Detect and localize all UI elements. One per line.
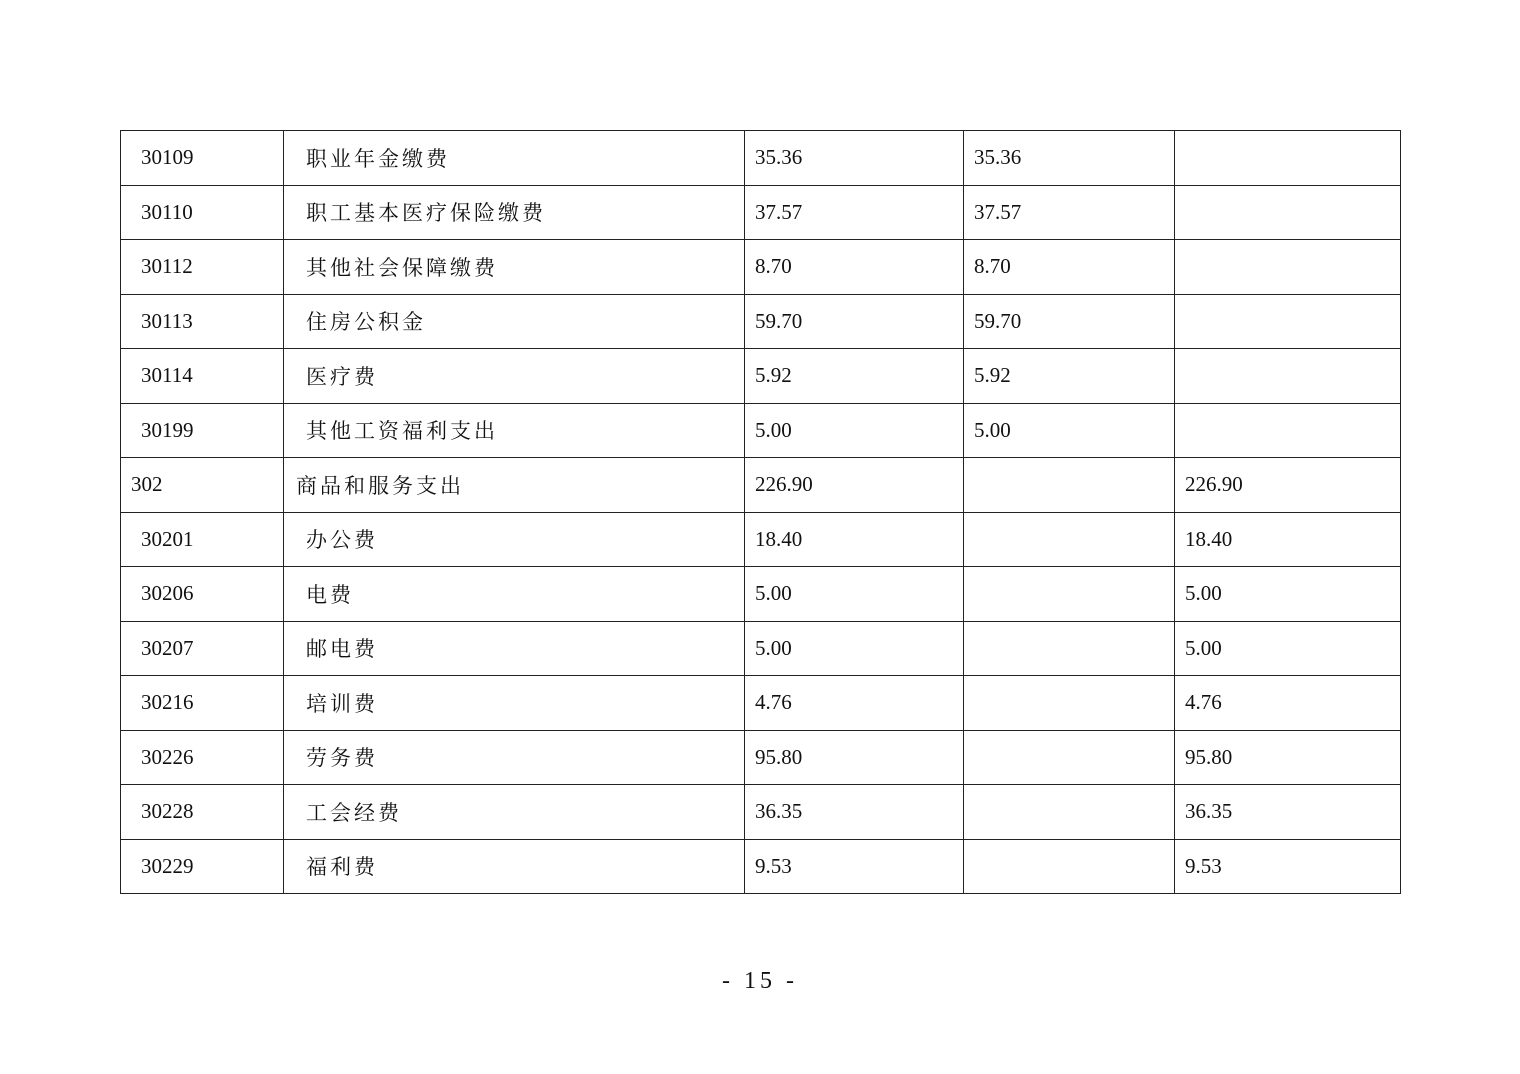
table-row (121, 349, 1401, 404)
cell-code: 30113 (121, 294, 284, 349)
cell-total: 37.57 (745, 185, 964, 240)
cell-basic (964, 676, 1175, 731)
cell-code: 30114 (121, 349, 284, 404)
cell-project (1175, 131, 1401, 186)
cell-basic: 5.00 (964, 403, 1175, 458)
cell-total: 4.76 (745, 676, 964, 731)
cell-code: 302 (121, 458, 284, 513)
cell-total: 5.00 (745, 621, 964, 676)
cell-name: 电费 (284, 567, 745, 622)
cell-total: 36.35 (745, 785, 964, 840)
cell-total: 18.40 (745, 512, 964, 567)
cell-basic: 35.36 (964, 131, 1175, 186)
cell-total: 5.00 (745, 403, 964, 458)
cell-total: 226.90 (745, 458, 964, 513)
table-row (121, 621, 1401, 676)
table-row (121, 512, 1401, 567)
cell-basic (964, 458, 1175, 513)
table-row (121, 676, 1401, 731)
cell-project: 9.53 (1175, 839, 1401, 894)
cell-project: 5.00 (1175, 621, 1401, 676)
cell-code: 30226 (121, 730, 284, 785)
table-row (121, 131, 1401, 186)
cell-project: 5.00 (1175, 567, 1401, 622)
cell-name: 培训费 (284, 676, 745, 731)
cell-code: 30229 (121, 839, 284, 894)
cell-name: 医疗费 (284, 349, 745, 404)
cell-total: 59.70 (745, 294, 964, 349)
cell-name: 福利费 (284, 839, 745, 894)
cell-total: 8.70 (745, 240, 964, 295)
cell-basic: 5.92 (964, 349, 1175, 404)
cell-basic: 8.70 (964, 240, 1175, 295)
page-number: - 15 - (722, 968, 798, 994)
cell-project (1175, 294, 1401, 349)
cell-name: 邮电费 (284, 621, 745, 676)
cell-code: 30109 (121, 131, 284, 186)
cell-name: 职工基本医疗保险缴费 (284, 185, 745, 240)
cell-basic (964, 839, 1175, 894)
cell-name: 办公费 (284, 512, 745, 567)
table-row (121, 403, 1401, 458)
cell-project (1175, 240, 1401, 295)
table-row (121, 294, 1401, 349)
cell-basic (964, 730, 1175, 785)
cell-project: 95.80 (1175, 730, 1401, 785)
cell-total: 5.92 (745, 349, 964, 404)
cell-name: 住房公积金 (284, 294, 745, 349)
table-row (121, 567, 1401, 622)
cell-project: 226.90 (1175, 458, 1401, 513)
cell-basic: 59.70 (964, 294, 1175, 349)
cell-code: 30110 (121, 185, 284, 240)
cell-project (1175, 403, 1401, 458)
cell-basic (964, 785, 1175, 840)
cell-total: 5.00 (745, 567, 964, 622)
cell-code: 30216 (121, 676, 284, 731)
cell-code: 30201 (121, 512, 284, 567)
cell-basic: 37.57 (964, 185, 1175, 240)
cell-code: 30228 (121, 785, 284, 840)
cell-name: 工会经费 (284, 785, 745, 840)
cell-name: 劳务费 (284, 730, 745, 785)
cell-name: 职业年金缴费 (284, 131, 745, 186)
cell-basic (964, 512, 1175, 567)
table-row (121, 240, 1401, 295)
cell-basic (964, 567, 1175, 622)
cell-project (1175, 185, 1401, 240)
table-row (121, 458, 1401, 513)
cell-name: 其他工资福利支出 (284, 403, 745, 458)
cell-code: 30112 (121, 240, 284, 295)
table-body (121, 131, 1401, 894)
cell-project (1175, 349, 1401, 404)
cell-project: 4.76 (1175, 676, 1401, 731)
cell-basic (964, 621, 1175, 676)
cell-project: 36.35 (1175, 785, 1401, 840)
cell-code: 30199 (121, 403, 284, 458)
cell-name: 商品和服务支出 (284, 458, 745, 513)
cell-total: 95.80 (745, 730, 964, 785)
table-row (121, 730, 1401, 785)
cell-project: 18.40 (1175, 512, 1401, 567)
budget-table (120, 130, 1401, 894)
table-row (121, 185, 1401, 240)
cell-name: 其他社会保障缴费 (284, 240, 745, 295)
cell-total: 9.53 (745, 839, 964, 894)
table-row (121, 839, 1401, 894)
cell-code: 30207 (121, 621, 284, 676)
cell-total: 35.36 (745, 131, 964, 186)
table-row (121, 785, 1401, 840)
cell-code: 30206 (121, 567, 284, 622)
